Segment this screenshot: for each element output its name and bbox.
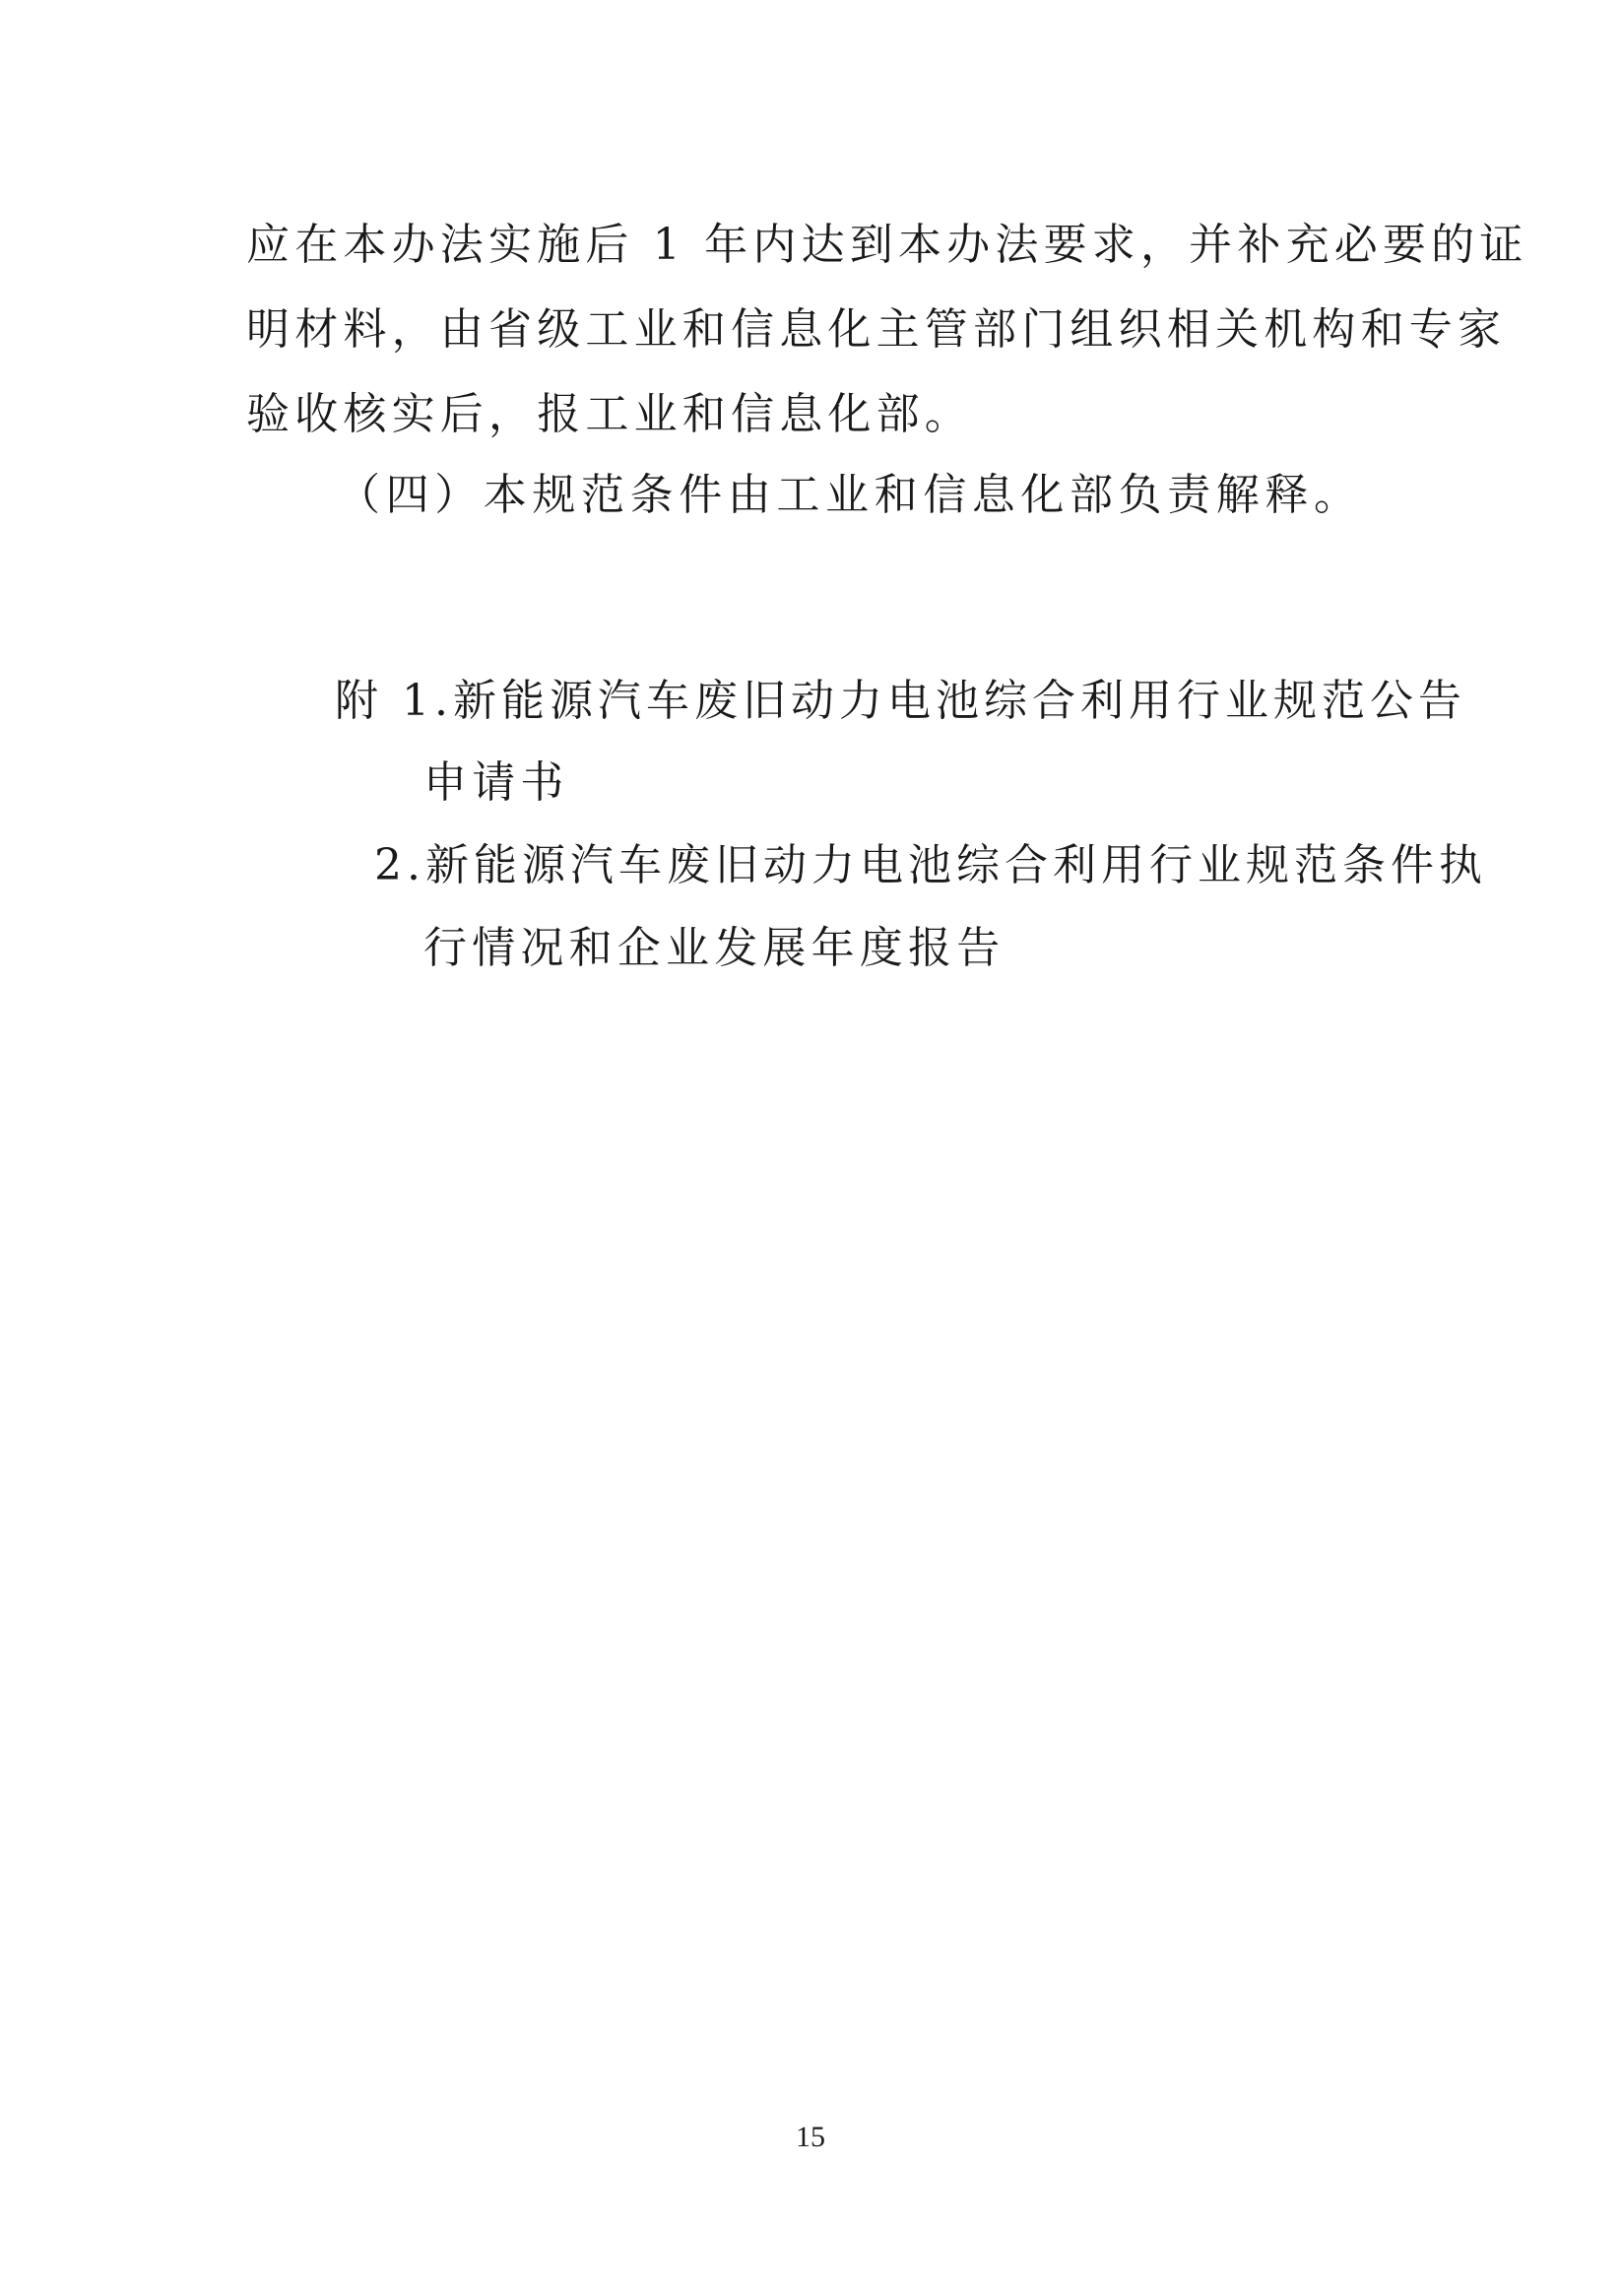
attachment-1-line-1: 附 1.新能源汽车废旧动力电池综合利用行业规范公告	[335, 676, 1466, 726]
paragraph-line-3: 验收核实后，报工业和信息化部。	[246, 389, 973, 439]
page-number: 15	[796, 2121, 825, 2153]
paragraph-line-1: 应在本办法实施后 1 年内达到本办法要求，并补充必要的证	[246, 220, 1528, 270]
clause-four: （四）本规范条件由工业和信息化部负责解释。	[337, 470, 1363, 520]
paragraph-line-2: 明材料，由省级工业和信息化主管部门组织相关机构和专家	[246, 304, 1507, 355]
attachment-2-line-2: 行情况和企业发展年度报告	[423, 923, 1005, 973]
attachment-2-line-1: 2.新能源汽车废旧动力电池综合利用行业规范条件执	[374, 840, 1487, 890]
attachment-1-line-2: 申请书	[423, 757, 569, 808]
